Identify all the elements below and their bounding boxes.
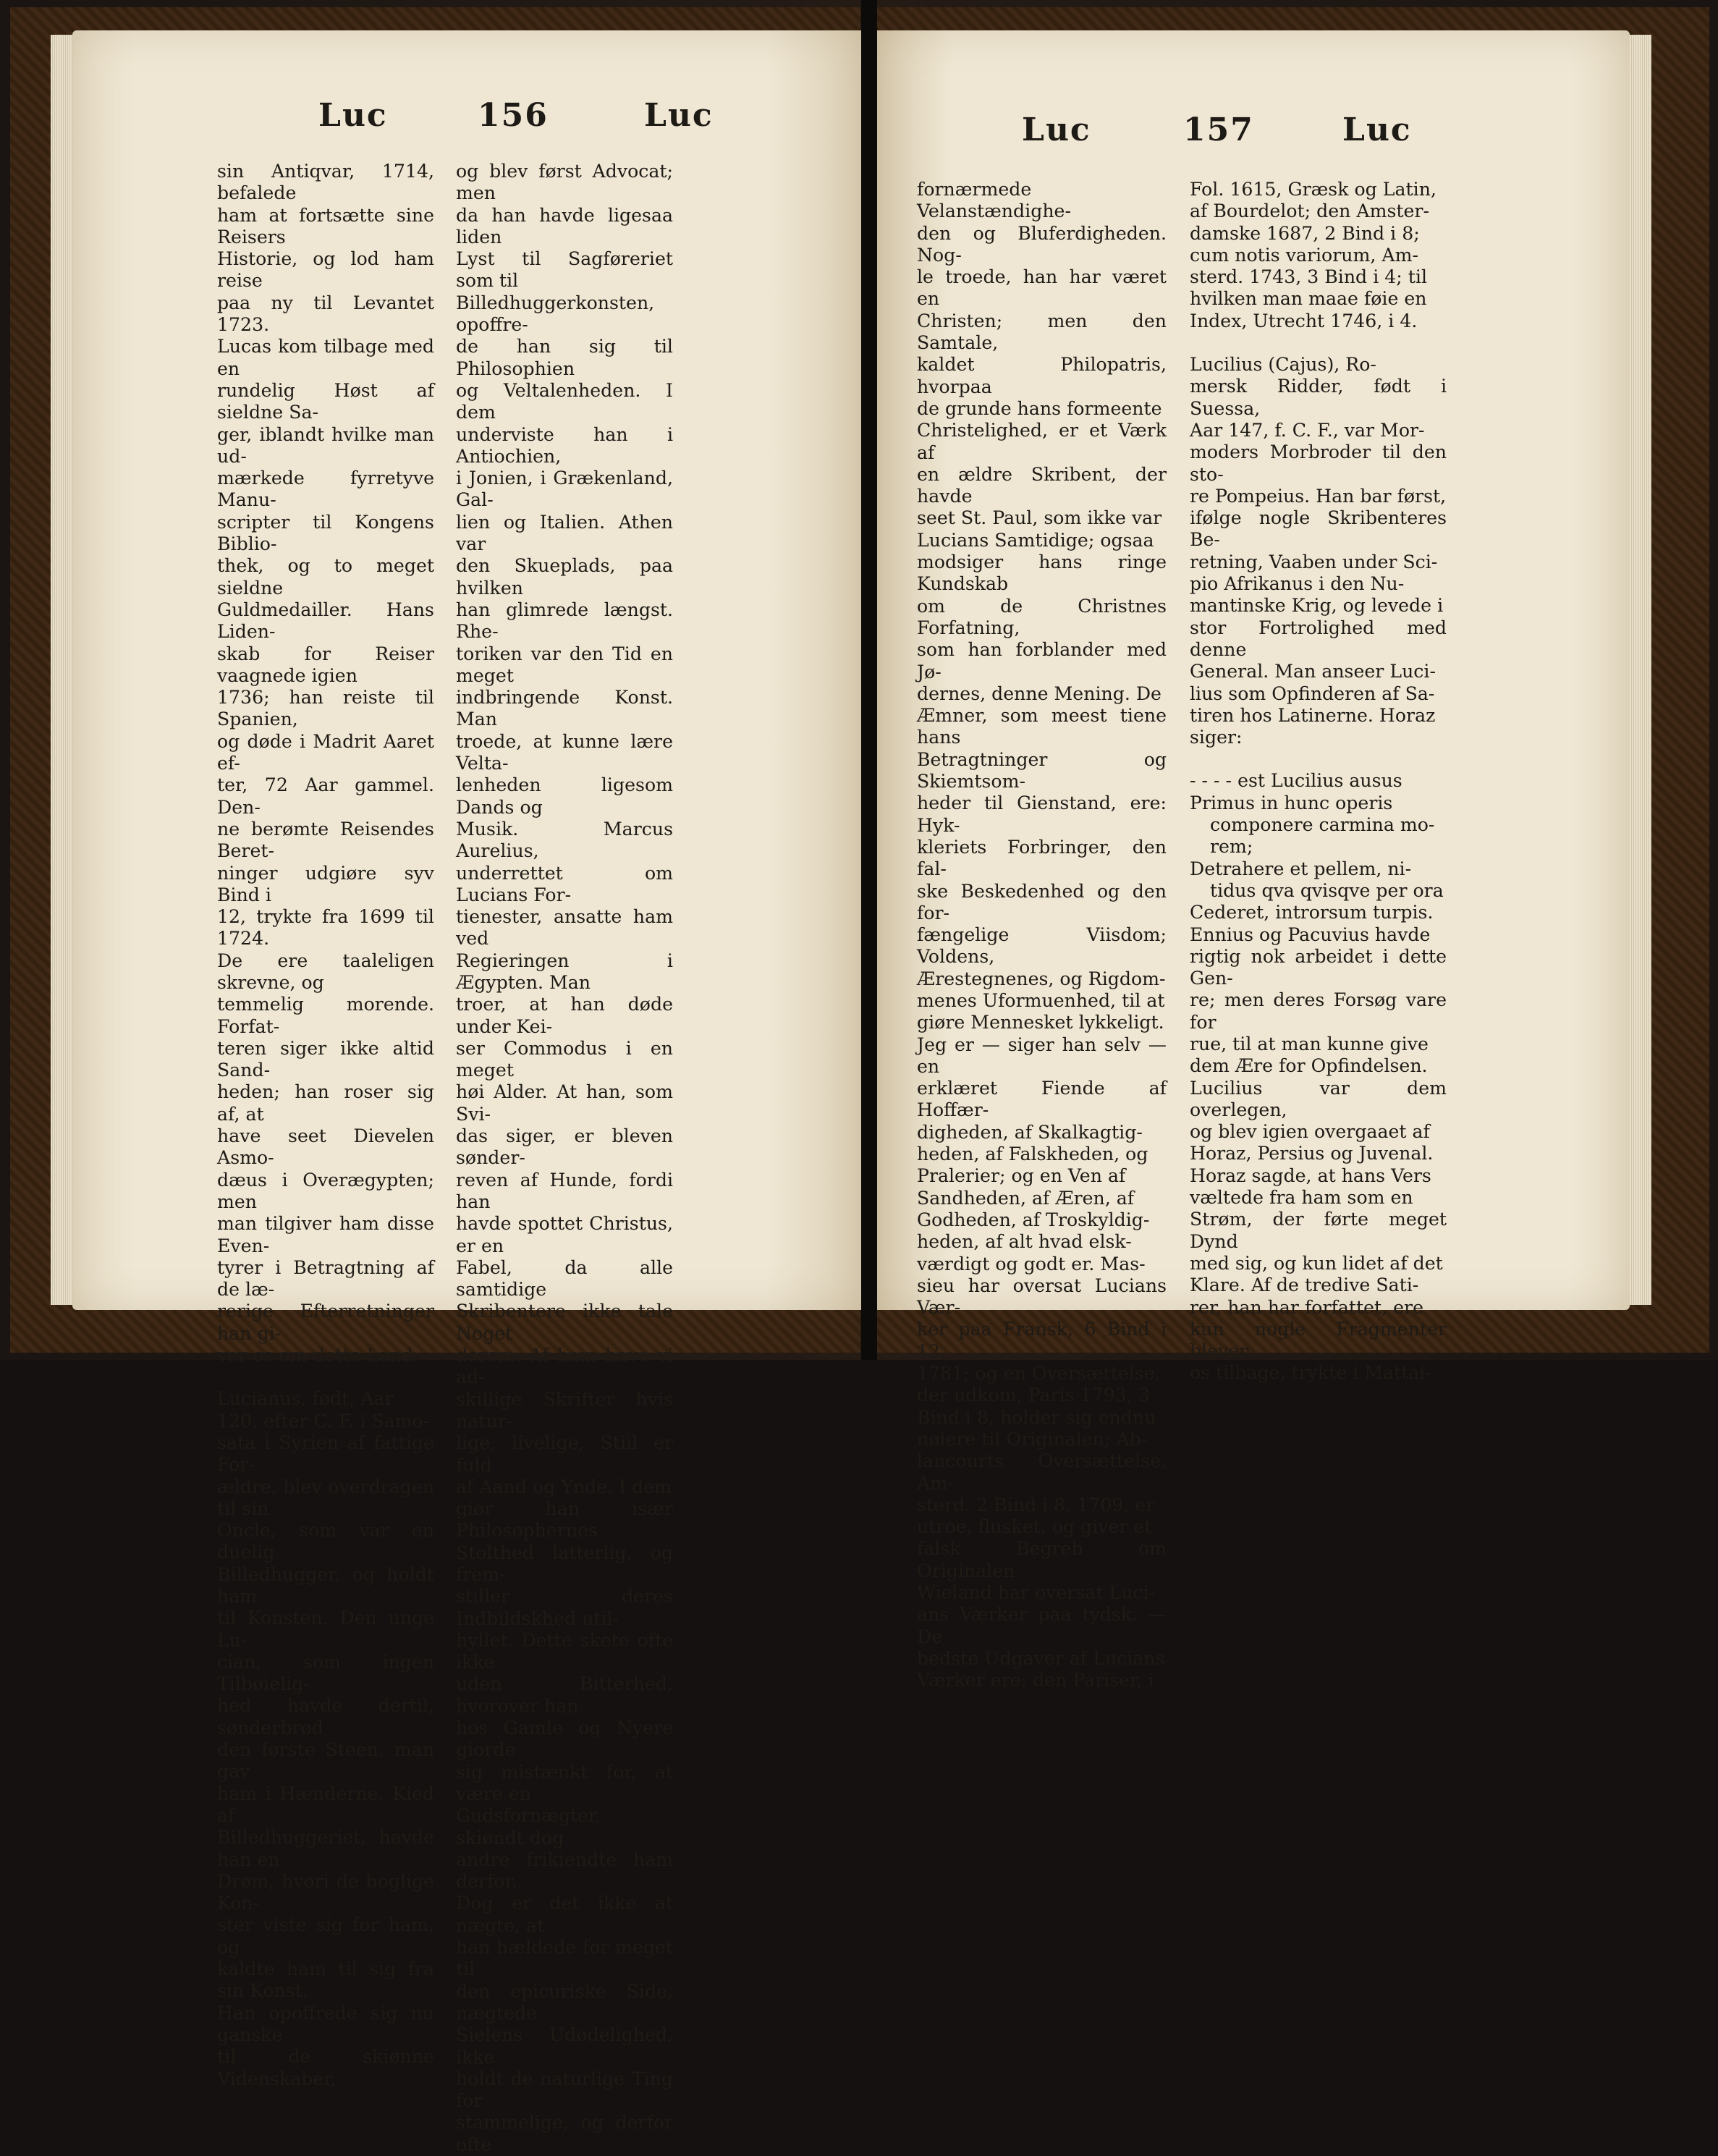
text-line: underviste han i Antiochien, — [456, 423, 673, 467]
running-head-right: Luc — [1342, 111, 1412, 148]
text-line: rem; — [1210, 836, 1253, 858]
text-line: le troede, han har været en — [917, 266, 1167, 310]
text-line: rigtig nok arbeidet i dette Gen- — [1190, 945, 1447, 989]
text-line: mersk Ridder, født i Suessa, — [1190, 376, 1447, 419]
text-line: kun nogle Fragmenter bleven — [1190, 1318, 1447, 1362]
text-line: 1736; han reiste til Spanien, — [217, 687, 434, 730]
text-line: Fabel, da alle samtidige — [456, 1256, 673, 1301]
text-line: som han forblander med Jø- — [917, 639, 1167, 682]
text-line: Bind i 8, holder sig endnu — [917, 1406, 1156, 1428]
book-gutter — [861, 0, 877, 1360]
text-line: fængelige Viisdom; Voldens, — [917, 924, 1167, 968]
text-line: og Veltalenheden. I dem — [456, 379, 673, 423]
text-line: cian, som ingen Tilbøielig- — [217, 1651, 434, 1695]
text-line: af Bourdelot; den Amster- — [1190, 200, 1429, 222]
text-line: ger, iblandt hvilke man ud- — [217, 423, 434, 467]
text-column-1 — [917, 179, 1167, 1691]
text-line: uden Bitterhed, hvorover han — [456, 1673, 673, 1717]
right-page — [877, 30, 1630, 1691]
text-line: ninger udgiøre syv Bind i — [217, 862, 434, 905]
text-line: ver os om dette Land. — [217, 1345, 419, 1366]
text-line: lien og Italien. Athen var — [456, 511, 673, 555]
text-line: værdigt og godt er. Mas- — [917, 1253, 1146, 1274]
text-line: ter, 72 Aar gammel. Den- — [217, 774, 434, 818]
text-line: mærkede fyrretyve Manu- — [217, 468, 434, 511]
text-line: Gudsfornægter, skiøndt dog — [456, 1805, 601, 1848]
text-line: underrettet om Lucians For- — [456, 862, 673, 905]
text-line: Dog er det ikke at nægte, at — [456, 1893, 673, 1936]
text-line: og blev igien overgaaet af — [1190, 1121, 1430, 1143]
text-line: lenheden ligesom Dands og — [456, 774, 673, 818]
text-line: med sig, og kun lidet af det — [1190, 1252, 1443, 1274]
text-line: sterd. 2 Bind i 8, 1709, er — [917, 1494, 1155, 1515]
text-line: menes Uformuenhed, til at — [917, 989, 1165, 1011]
text-line: troede, at kunne lære Velta- — [456, 730, 673, 774]
text-line: Billedhuggeriet, havde han en — [217, 1827, 434, 1870]
text-line: Ærestegnenes, og Rigdom- — [917, 968, 1166, 989]
text-line: andre frikiendte ham derfor. — [456, 1848, 673, 1893]
text-line: Strøm, der førte meget Dynd — [1190, 1209, 1447, 1252]
text-line: man tilgiver ham disse Even- — [217, 1213, 434, 1256]
text-line: sin Antiqvar, 1714, befalede — [217, 161, 434, 204]
text-line: have seet Dievelen Asmo- — [217, 1125, 434, 1169]
text-line: indbringende Konst. Man — [456, 687, 673, 730]
text-line: ham at fortsætte sine Reisers — [217, 204, 434, 248]
text-line: heden, af alt hvad elsk- — [917, 1231, 1132, 1253]
text-line: Godheden, af Troskyldig- — [917, 1209, 1150, 1230]
text-line: af Aand og Ynde. I dem — [456, 1476, 672, 1497]
text-line: toriken var den Tid en meget — [456, 643, 673, 686]
text-line: ham i Hænderne. Kied af — [217, 1783, 434, 1826]
text-line: heden, af Falskheden, og — [917, 1143, 1148, 1165]
text-line: pio Afrikanus i den Nu- — [1190, 573, 1405, 595]
text-line: reven af Hunde, fordi han — [456, 1169, 673, 1212]
text-line: rue, til at man kunne give — [1190, 1033, 1429, 1054]
text-line: stiller deres Indbildskhed util- — [456, 1586, 673, 1629]
text-line: skab for Reiser vaagnede igien — [217, 643, 434, 686]
text-line: tienester, ansatte ham ved — [456, 906, 673, 950]
text-line: om de Christnes Forfatning, — [917, 595, 1167, 638]
text-line: Horaz sagde, at hans Vers — [1190, 1164, 1431, 1186]
text-line: den første Steen, man gav — [217, 1739, 434, 1783]
text-line: ser Commodus i en meget — [456, 1037, 673, 1081]
text-line: en ældre Skribent, der havde — [917, 463, 1167, 507]
text-line: kleriets Forbringer, den fal- — [917, 836, 1167, 880]
text-line: lancourts Oversættelse, Am- — [917, 1450, 1167, 1494]
text-line: General. Man anseer Luci- — [1190, 661, 1436, 682]
text-line: siger: — [1190, 727, 1243, 748]
text-line: holdt de naturlige Ting for — [456, 2068, 673, 2112]
text-line: nøiere til Originalen; Ab- — [917, 1428, 1148, 1450]
text-line: der udkom, Paris 1793, 3 — [917, 1385, 1150, 1406]
text-line: ældre, blev overdragen til sin — [217, 1476, 434, 1519]
text-line: heden; han roser sig af, at — [217, 1081, 434, 1125]
text-line: cum notis variorum, Am- — [1190, 244, 1418, 266]
text-line: havde spottet Christus, er en — [456, 1213, 673, 1256]
text-line: retning, Vaaben under Sci- — [1190, 551, 1438, 572]
text-line: stammelige, og derfor ofte — [456, 2112, 673, 2155]
text-line: ster viste sig for ham, og — [217, 1914, 434, 1958]
text-line: Lucilius var dem overlegen, — [1190, 1077, 1447, 1120]
text-line: dem Ære for Opfindelsen. — [1190, 1055, 1428, 1077]
text-line: Han opoffrede sig nu ganske — [217, 2002, 434, 2045]
text-line: Musik. Marcus Aurelius, — [456, 818, 673, 862]
text-line: De ere taaleligen skrevne, og — [217, 950, 434, 993]
text-line: digheden, af Skalkagtig- — [917, 1121, 1143, 1143]
text-line: Horaz, Persius og Juvenal. — [1190, 1143, 1434, 1164]
text-line: de han sig til Philosophien — [456, 336, 673, 379]
text-line: den epicuriske Side, nægtede — [456, 1980, 673, 2024]
text-line: fornærmede Velanstændighe- — [917, 179, 1071, 222]
text-line: 12, trykte fra 1699 til 1724. — [217, 906, 434, 950]
text-line: rerige Efterretninger han gi- — [217, 1301, 434, 1344]
text-line: erklæret Fiende af Hoffær- — [917, 1078, 1167, 1121]
text-line: damske 1687, 2 Bind i 8; — [1190, 222, 1420, 244]
text-line: lige, livelige, Stiil er fuld — [456, 1432, 673, 1476]
text-line: ker paa Fransk, 6 Bind i 12, — [917, 1319, 1167, 1362]
text-column-2 — [456, 161, 673, 2156]
text-line: sieu har oversat Lucians Vær- — [917, 1274, 1167, 1319]
text-line: Cederet, introrsum turpis. — [1190, 902, 1434, 923]
text-line: hed havde dertil, sønderbrød — [217, 1695, 434, 1738]
text-line: temmelig morende. Forfat- — [217, 994, 434, 1037]
right-page-edges — [1630, 35, 1651, 1305]
text-line: ifølge nogle Skribenteres Be- — [1190, 507, 1447, 551]
text-line: dernes, denne Mening. De — [917, 682, 1161, 704]
text-line: høi Alder. At han, som Svi- — [456, 1081, 673, 1125]
text-line: Stolthed latterlig, og frem- — [456, 1542, 673, 1585]
text-line: thek, og to meget sieldne — [217, 555, 434, 599]
text-line: Historie, og lod ham reise — [217, 248, 434, 292]
text-line: os tilbage, trykte i Mattai- — [1190, 1362, 1431, 1384]
text-line: kaldet Philopatris, hvorpaa — [917, 354, 1167, 397]
text-line: og døde i Madrit Aaret ef- — [217, 730, 434, 774]
text-line: sata i Syrien af fattige For- — [217, 1432, 434, 1476]
text-column-1 — [217, 161, 434, 2090]
text-line: das siger, er bleven sønder- — [456, 1125, 673, 1169]
text-line: Æmner, som meest tiene hans — [917, 705, 1167, 748]
text-line: re Pompeius. Han bar først, — [1190, 485, 1447, 507]
left-page-edges — [51, 35, 74, 1305]
text-line: componere carmina mo- — [1210, 814, 1435, 836]
text-line: skillige Skrifter hvis natur- — [456, 1388, 673, 1432]
text-line: Drøm, hvori de boglige Kon- — [217, 1870, 434, 1914]
text-line: da han havde ligesaa liden — [456, 204, 673, 248]
text-line: Jeg er — siger han selv — en — [917, 1033, 1167, 1077]
text-column-2 — [1190, 179, 1447, 1385]
text-line: troer, at han døde under Kei- — [456, 994, 673, 1037]
text-line: falsk Begreb om Originalen. — [917, 1538, 1167, 1581]
text-line: han glimrede længst. Rhe- — [456, 599, 673, 643]
text-line: hyllet. Dette skete ofte ikke — [456, 1629, 673, 1673]
text-line: utroe, flusket, og giver et — [917, 1516, 1152, 1538]
text-line: sterd. 1743, 3 Bind i 4; til — [1190, 266, 1428, 288]
text-line: han hældede for meget til — [456, 1937, 673, 1980]
text-line: hos Gamle og Nyere giorde — [456, 1717, 673, 1761]
running-head-left: Luc — [1022, 111, 1091, 148]
text-line: Christelighed, er et Værk af — [917, 420, 1167, 463]
page-number: 157 — [1183, 111, 1254, 148]
text-line: Christen; men den Samtale, — [917, 310, 1167, 354]
paragraph-gap — [1190, 332, 1447, 354]
text-line: rundelig Høst af sieldne Sa- — [217, 379, 434, 423]
text-line: seet St. Paul, som ikke var — [917, 507, 1162, 529]
text-line: dæus i Overægypten; men — [217, 1169, 434, 1212]
text-line: paa ny til Levantet 1723. — [217, 292, 434, 336]
text-line: teren siger ikke altid Sand- — [217, 1037, 434, 1081]
text-line: Billedhugger, og holdt ham — [217, 1563, 434, 1607]
text-line: rer, han har forfattet, ere — [1190, 1296, 1423, 1318]
text-line: giør han især Philosophernes — [456, 1498, 673, 1542]
text-line: Fol. 1615, Græsk og Latin, — [1190, 179, 1436, 200]
text-line: Betragtninger og Skiemtsom- — [917, 748, 1167, 792]
text-line: til de skiønne Videnskaber, — [217, 2046, 434, 2089]
paragraph-gap — [1190, 748, 1447, 770]
text-line: de grunde hans formeente — [917, 397, 1162, 419]
text-line: mantinske Krig, og levede i — [1190, 595, 1444, 617]
running-head-right: Luc — [644, 97, 714, 134]
text-line: til Konsten. Den unge Lu- — [217, 1607, 434, 1651]
text-line: ske Beskedenhed og den for- — [917, 880, 1167, 923]
text-line: kaldte ham til sig fra sin Konst. — [217, 1958, 434, 2002]
text-line: tyrer i Betragtning af de læ- — [217, 1256, 434, 1301]
text-line: Klare. Af de tredive Sati- — [1190, 1274, 1419, 1296]
text-line: moders Morbroder til den sto- — [1190, 441, 1447, 485]
paragraph-gap — [217, 1366, 434, 1388]
page-number: 156 — [478, 97, 549, 134]
text-line: ne berømte Reisendes Beret- — [217, 818, 434, 862]
text-line: Sandheden, af Æren, af — [917, 1187, 1135, 1209]
running-head-left: Luc — [318, 97, 388, 134]
text-line: derom. Af ham have vi ad- — [456, 1345, 673, 1388]
text-line: 120, efter C. F. i Samo- — [217, 1410, 430, 1432]
text-line: - - - - est Lucilius ausus — [1190, 770, 1402, 792]
text-line: Oncle, som var en duelig — [217, 1520, 434, 1563]
text-line: sig mistænkt for, at være en — [456, 1761, 673, 1804]
text-line: Lucilius (Cajus), Ro- — [1190, 354, 1376, 376]
text-line: den Skueplads, paa hvilken — [456, 555, 673, 599]
text-line: bedste Udgaver af Lucians — [917, 1647, 1165, 1669]
text-line: i Jonien, i Grækenland, Gal- — [456, 468, 673, 511]
text-line: Lyst til Sagføreriet som til — [456, 248, 673, 292]
left-page — [72, 30, 861, 2155]
text-line: stor Fortrolighed med denne — [1190, 617, 1447, 660]
text-line: scripter til Kongens Biblio- — [217, 511, 434, 555]
text-line: væltede fra ham som en — [1190, 1187, 1413, 1209]
text-line: Ennius og Pacuvius havde — [1190, 923, 1431, 945]
text-line: Lucians Samtidige; ogsaa — [917, 529, 1154, 551]
text-line: re; men deres Forsøg vare for — [1190, 989, 1447, 1033]
text-line: Værker ere: den Pariser, i — [917, 1670, 1154, 1691]
text-line: Detrahere et pellem, ni- — [1190, 858, 1412, 879]
text-line: tiren hos Latinerne. Horaz — [1190, 704, 1436, 726]
text-line: Wieland har oversat Luci- — [917, 1582, 1156, 1603]
text-line: Aar 147, f. C. F., var Mor- — [1190, 419, 1425, 441]
text-line: Lucas kom tilbage med en — [217, 336, 434, 379]
text-line: den og Bluferdigheden. Nog- — [917, 222, 1167, 266]
text-line: Pralerier; og en Ven af — [917, 1165, 1126, 1187]
text-line: Index, Utrecht 1746, i 4. — [1190, 310, 1418, 331]
text-line: hvilken man maae føie en — [1190, 288, 1427, 310]
text-line: giøre Mennesket lykkeligt. — [917, 1012, 1164, 1033]
text-line: modsiger hans ringe Kundskab — [917, 551, 1167, 595]
text-line: Regieringen i Ægypten. Man — [456, 950, 673, 993]
text-line: lius som Opfinderen af Sa- — [1190, 682, 1435, 704]
text-line: tidus qva qvisqve per ora — [1210, 879, 1444, 901]
text-line: Sielens Udødelighed, ikke — [456, 2024, 673, 2068]
text-line: Primus in hunc operis — [1190, 792, 1393, 813]
text-line: Lucianus, født, Aar — [217, 1388, 394, 1410]
text-line: heder til Gienstand, ere: Hyk- — [917, 792, 1167, 836]
text-line: Skribentere ikke tale Noget — [456, 1301, 673, 1344]
text-line: 1781; og en Oversættelse, — [917, 1363, 1161, 1385]
text-line: Billedhuggerkonsten, opoffre- — [456, 292, 655, 336]
text-line: ans Værker paa tydsk. — De — [917, 1604, 1167, 1647]
text-line: og blev først Advocat; men — [456, 161, 673, 204]
text-line: Guldmedailler. Hans Liden- — [217, 599, 434, 643]
